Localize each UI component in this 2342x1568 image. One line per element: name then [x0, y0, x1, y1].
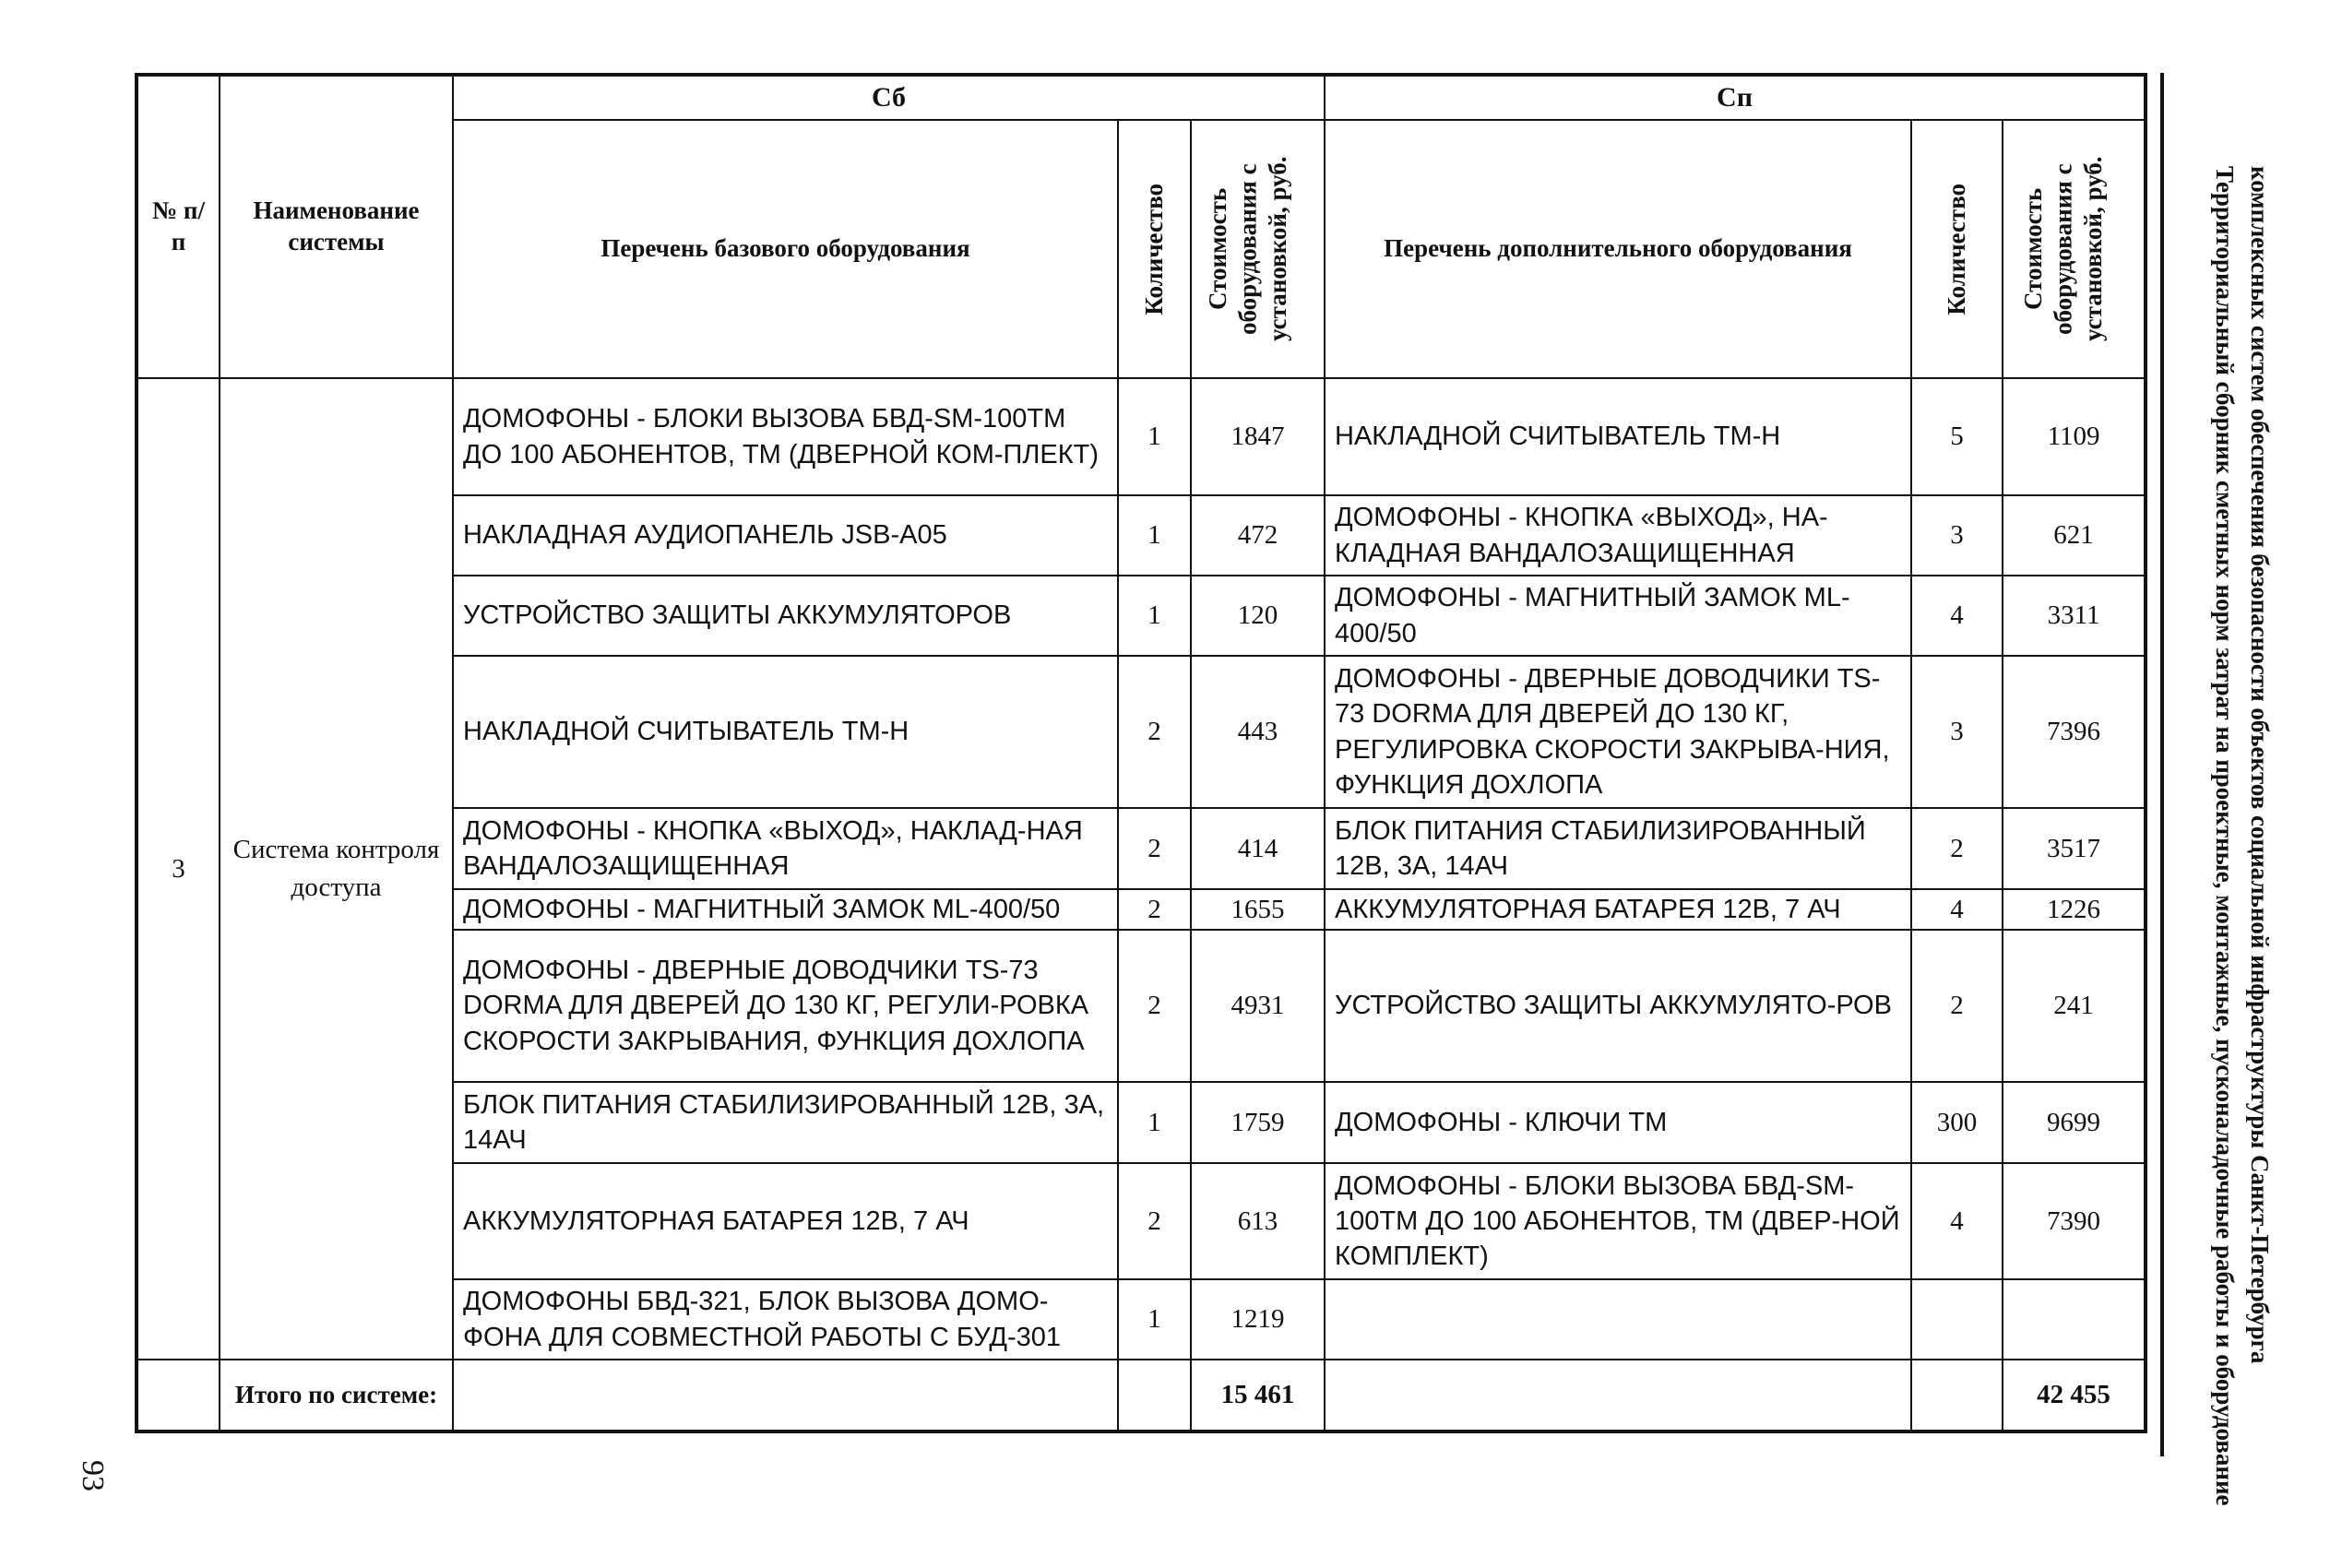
side-title: [2182, 166, 2301, 1506]
base-cost: 472: [1191, 495, 1325, 576]
base-cost: 4931: [1191, 930, 1325, 1082]
add-item: ДОМОФОНЫ - КЛЮЧИ ТМ: [1325, 1082, 1911, 1163]
base-qty: 2: [1118, 1163, 1191, 1279]
total-empty-add: [1325, 1360, 1911, 1431]
system-name: Система контроля доступа: [220, 378, 453, 1360]
base-item: НАКЛАДНАЯ АУДИОПАНЕЛЬ JSB-A05: [453, 495, 1118, 576]
group-sp-header: Сп: [1325, 75, 2146, 120]
add-qty: 3: [1911, 656, 2003, 808]
base-qty: 1: [1118, 378, 1191, 495]
cost-table: [135, 73, 2147, 1433]
add-qty: 3: [1911, 495, 2003, 576]
base-cost-header: Стоимость оборудования с установкой, руб.: [1191, 120, 1325, 378]
total-sp: 42 455: [2003, 1360, 2146, 1431]
add-qty: 2: [1911, 930, 2003, 1082]
base-item: ДОМОФОНЫ - ДВЕРНЫЕ ДОВОДЧИКИ TS-73 DORMA ДЛЯ ДВЕРЕЙ ДО 130 КГ, РЕГУЛИ-РОВКА СКОРОСТИ ЗАКРЫВАНИЯ, ФУНКЦИЯ ДОХЛОПА: [453, 930, 1118, 1082]
add-cost: 621: [2003, 495, 2146, 576]
base-item: ДОМОФОНЫ - БЛОКИ ВЫЗОВА БВД-SM-100ТМ ДО 100 АБОНЕНТОВ, ТМ (ДВЕРНОЙ КОМ-ПЛЕКТ): [453, 378, 1118, 495]
base-item: УСТРОЙСТВО ЗАЩИТЫ АККУМУЛЯТОРОВ: [453, 576, 1118, 656]
base-qty: 1: [1118, 576, 1191, 656]
base-cost: 414: [1191, 808, 1325, 889]
add-cost: 3311: [2003, 576, 2146, 656]
num-header: № п/п: [137, 75, 220, 378]
total-empty-qty: [1118, 1360, 1191, 1431]
add-cost: 241: [2003, 930, 2146, 1082]
base-cost: 1219: [1191, 1279, 1325, 1360]
add-cost: 7390: [2003, 1163, 2146, 1279]
base-item: ДОМОФОНЫ - КНОПКА «ВЫХОД», НАКЛАД-НАЯ ВАНДАЛОЗАЩИЩЕННАЯ: [453, 808, 1118, 889]
base-qty: 2: [1118, 930, 1191, 1082]
base-cost: 1759: [1191, 1082, 1325, 1163]
total-label: Итого по системе:: [220, 1360, 453, 1431]
add-qty-header: Количество: [1911, 120, 2003, 378]
side-rule: [2160, 73, 2177, 1456]
base-cost: 443: [1191, 656, 1325, 808]
group-sb-header: Сб: [453, 75, 1325, 120]
add-cost: [2003, 1279, 2146, 1360]
base-qty-header: Количество: [1118, 120, 1191, 378]
total-empty-base: [453, 1360, 1118, 1431]
add-cost: 7396: [2003, 656, 2146, 808]
base-list-header: Перечень базового оборудования: [453, 120, 1118, 378]
add-qty: 4: [1911, 576, 2003, 656]
base-item: АККУМУЛЯТОРНАЯ БАТАРЕЯ 12В, 7 АЧ: [453, 1163, 1118, 1279]
base-qty: 2: [1118, 889, 1191, 930]
page-number: 93: [76, 1460, 110, 1491]
add-qty: 4: [1911, 889, 2003, 930]
base-item: ДОМОФОНЫ БВД-321, БЛОК ВЫЗОВА ДОМО-ФОНА ДЛЯ СОВМЕСТНОЙ РАБОТЫ С БУД-301: [453, 1279, 1118, 1360]
base-item: ДОМОФОНЫ - МАГНИТНЫЙ ЗАМОК ML-400/50: [453, 889, 1118, 930]
add-item: АККУМУЛЯТОРНАЯ БАТАРЕЯ 12В, 7 АЧ: [1325, 889, 1911, 930]
base-qty: 1: [1118, 1082, 1191, 1163]
add-cost: 9699: [2003, 1082, 2146, 1163]
add-item: ДОМОФОНЫ - ДВЕРНЫЕ ДОВОДЧИКИ TS-73 DORMA ДЛЯ ДВЕРЕЙ ДО 130 КГ, РЕГУЛИРОВКА СКОРОСТИ ЗАКРЫВА-НИЯ, ФУНКЦИЯ ДОХЛОПА: [1325, 656, 1911, 808]
add-item: [1325, 1279, 1911, 1360]
base-qty: 2: [1118, 656, 1191, 808]
add-item: НАКЛАДНОЙ СЧИТЫВАТЕЛЬ ТМ-Н: [1325, 378, 1911, 495]
side-title-line1: Территориальный сборник сметных норм затрат на проектные, монтажные, пусконаладочные работы и оборудование: [2211, 166, 2239, 1506]
base-cost: 1655: [1191, 889, 1325, 930]
group-header-row: [137, 75, 2146, 120]
add-qty: 5: [1911, 378, 2003, 495]
total-row: [137, 1360, 2146, 1431]
table-row: [137, 378, 2146, 495]
base-item: БЛОК ПИТАНИЯ СТАБИЛИЗИРОВАННЫЙ 12В, 3А, 14АЧ: [453, 1082, 1118, 1163]
add-cost: 1109: [2003, 378, 2146, 495]
add-item: ДОМОФОНЫ - БЛОКИ ВЫЗОВА БВД-SM-100ТМ ДО 100 АБОНЕНТОВ, ТМ (ДВЕР-НОЙ КОМПЛЕКТ): [1325, 1163, 1911, 1279]
base-item: НАКЛАДНОЙ СЧИТЫВАТЕЛЬ ТМ-Н: [453, 656, 1118, 808]
add-item: УСТРОЙСТВО ЗАЩИТЫ АККУМУЛЯТО-РОВ: [1325, 930, 1911, 1082]
name-header: Наименование системы: [220, 75, 453, 378]
add-list-header: Перечень дополнительного оборудования: [1325, 120, 1911, 378]
base-cost: 120: [1191, 576, 1325, 656]
add-qty: 2: [1911, 808, 2003, 889]
base-qty: 2: [1118, 808, 1191, 889]
add-item: ДОМОФОНЫ - МАГНИТНЫЙ ЗАМОК ML-400/50: [1325, 576, 1911, 656]
base-cost: 1847: [1191, 378, 1325, 495]
total-empty-index: [137, 1360, 220, 1431]
add-qty: 300: [1911, 1082, 2003, 1163]
base-qty: 1: [1118, 1279, 1191, 1360]
add-item: ДОМОФОНЫ - КНОПКА «ВЫХОД», НА-КЛАДНАЯ ВАНДАЛОЗАЩИЩЕННАЯ: [1325, 495, 1911, 576]
add-cost-header: Стоимость оборудования с установкой, руб.: [2003, 120, 2146, 378]
base-cost: 613: [1191, 1163, 1325, 1279]
add-item: БЛОК ПИТАНИЯ СТАБИЛИЗИРОВАННЫЙ 12В, 3А, 14АЧ: [1325, 808, 1911, 889]
total-empty-qty2: [1911, 1360, 2003, 1431]
base-qty: 1: [1118, 495, 1191, 576]
add-qty: [1911, 1279, 2003, 1360]
add-cost: 3517: [2003, 808, 2146, 889]
side-title-line2: комплексных систем обеспечения безопасности объектов социальной инфраструктуры Санкт-Петербурга: [2245, 166, 2274, 1364]
total-sb: 15 461: [1191, 1360, 1325, 1431]
add-cost: 1226: [2003, 889, 2146, 930]
add-qty: 4: [1911, 1163, 2003, 1279]
section-index: 3: [137, 378, 220, 1360]
